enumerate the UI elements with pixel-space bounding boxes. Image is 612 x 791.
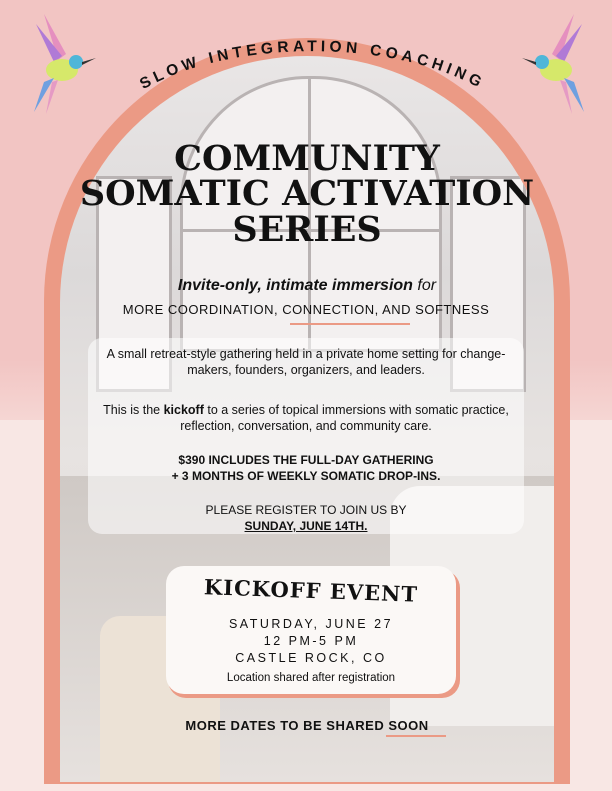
price-line-1: $390 INCLUDES THE FULL-DAY GATHERING	[178, 453, 434, 467]
event-time: 12 PM-5 PM	[263, 634, 359, 648]
invite-line	[60, 277, 554, 295]
accent-underline-2	[386, 735, 446, 737]
invite-for: for	[412, 277, 437, 294]
description-2-after: to a series of topical immersions with somatic practice, reflection, conversation, and community care.	[180, 403, 509, 433]
title-line-3: SERIES	[232, 209, 382, 250]
more-dates: MORE DATES TO BE SHARED SOON	[185, 718, 429, 733]
svg-text:SLOW INTEGRATION COACHING	[137, 38, 488, 93]
price-text	[96, 452, 516, 484]
description-2	[96, 402, 516, 434]
register-text	[96, 502, 516, 534]
kickoff-word: kickoff	[163, 403, 204, 417]
event-note: Location shared after registration	[226, 672, 396, 684]
event-date: SATURDAY, JUNE 27	[228, 617, 394, 631]
subline: MORE COORDINATION, CONNECTION, AND SOFTNESS	[122, 302, 490, 317]
description-1: A small retreat-style gathering held in a private home setting for change-makers, founders, organizers, and leaders.	[106, 347, 506, 377]
title-line-1: COMMUNITY	[174, 138, 440, 179]
arc-heading-text: SLOW INTEGRATION COACHING	[137, 38, 488, 93]
accent-underline	[290, 323, 410, 325]
event-location: CASTLE ROCK, CO	[235, 651, 387, 665]
hummingbird-icon	[520, 4, 604, 116]
event-heading: KICKOFF EVENT	[203, 574, 419, 607]
register-line: PLEASE REGISTER TO JOIN US BY	[205, 503, 407, 517]
invite-bold: Invite-only, intimate immersion	[177, 277, 413, 294]
price-line-2: + 3 MONTHS OF WEEKLY SOMATIC DROP-INS.	[171, 469, 441, 483]
register-deadline: SUNDAY, JUNE 14TH.	[244, 519, 368, 533]
description-2-before: This is the	[103, 403, 164, 417]
title-line-2: SOMATIC ACTIVATION	[79, 173, 535, 214]
hummingbird-icon	[14, 4, 98, 116]
